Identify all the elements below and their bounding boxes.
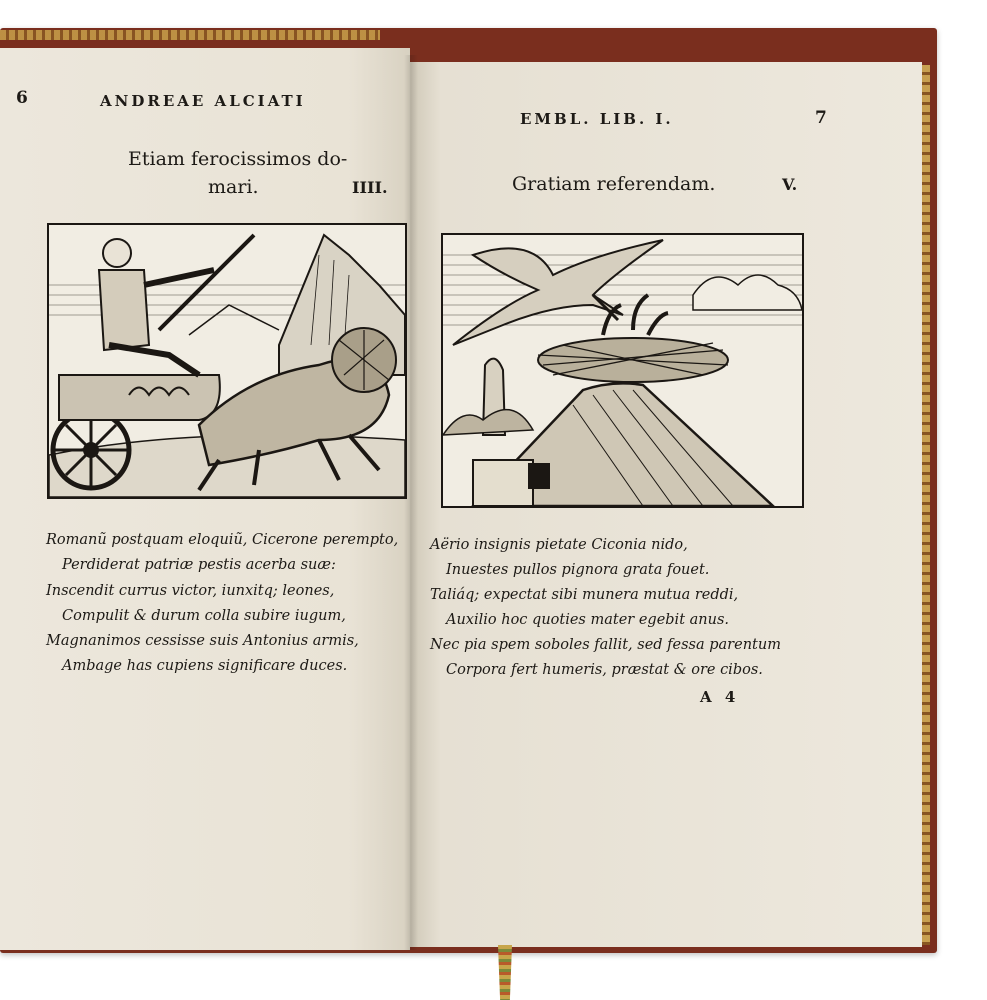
right-folio: 7 xyxy=(815,108,827,128)
right-verse-line-3: Taliáq; expectat sibi munera mutua reddi, xyxy=(430,587,739,603)
left-verse-line-6: Ambage has cupiens significare duces. xyxy=(62,658,348,674)
left-verse-line-5: Magnanimos cessisse suis Antonius armis, xyxy=(46,633,359,649)
right-verse-line-6: Corpora fert humeris, præstat & ore cibos. xyxy=(446,662,763,678)
ribbon-bookmark xyxy=(498,945,512,1000)
left-emblem-title-line1: Etiam ferocissimos do- xyxy=(128,148,348,170)
book-gutter xyxy=(404,55,418,950)
left-verse-line-1: Romanũ postquam eloquiũ, Cicerone perempto, xyxy=(46,532,399,548)
left-emblem-number: IIII. xyxy=(352,178,388,197)
right-verse-line-4: Auxilio hoc quoties mater egebit anus. xyxy=(446,612,729,628)
gilt-edge-right xyxy=(921,65,930,945)
gilt-edge-top xyxy=(0,30,380,40)
right-running-head: EMBL. LIB. I. xyxy=(520,110,674,128)
left-emblem-title-line2: mari. xyxy=(208,176,259,198)
right-verse-line-1: Aërio insignis pietate Ciconia nido, xyxy=(430,537,688,553)
left-verse-line-3: Inscendit currus victor, iunxitq; leones, xyxy=(46,583,335,599)
signature-mark: A 4 xyxy=(700,688,740,706)
right-verse-line-2: Inuestes pullos pignora grata fouet. xyxy=(446,562,710,578)
right-verse-line-5: Nec pia spem soboles fallit, sed fessa parentum xyxy=(430,637,781,653)
left-verse-line-4: Compulit & durum colla subire iugum, xyxy=(62,608,346,624)
left-page xyxy=(0,48,410,950)
right-emblem-number: V. xyxy=(782,175,798,194)
chariot-lions-woodcut-icon xyxy=(47,223,407,499)
left-running-head: ANDREAE ALCIATI xyxy=(100,92,306,110)
stork-nest-woodcut-icon xyxy=(441,233,804,508)
left-verse-line-2: Perdiderat patriæ pestis acerba suæ: xyxy=(62,557,336,573)
right-emblem-title: Gratiam referendam. xyxy=(512,173,716,195)
left-folio: 6 xyxy=(16,88,28,108)
